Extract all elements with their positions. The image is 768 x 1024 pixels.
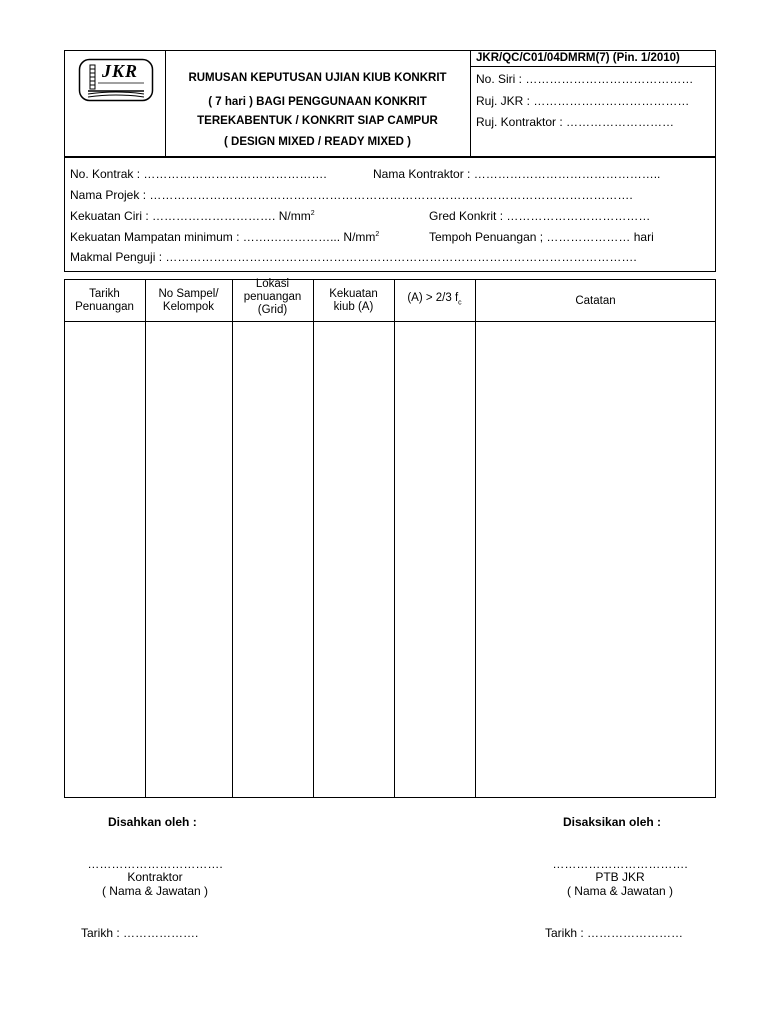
ruj-kontraktor-field[interactable]: Ruj. Kontraktor : ……………………… bbox=[476, 115, 675, 129]
form-title-line-4: ( DESIGN MIXED / READY MIXED ) bbox=[223, 136, 411, 148]
col-divider-3 bbox=[313, 279, 314, 798]
kekuatan-mampatan-text: Kekuatan Mampatan minimum : …….……………... N/mm bbox=[70, 230, 376, 244]
logo-text: JKR bbox=[102, 61, 139, 81]
results-table bbox=[64, 279, 716, 798]
col-header-sampel-line-2: Kelompok bbox=[162, 301, 215, 313]
col-header-catatan bbox=[475, 281, 716, 321]
right-signatory-name-title: ( Nama & Jawatan ) bbox=[566, 884, 674, 898]
col-header-lokasi-line-1: Lokasi bbox=[255, 277, 290, 290]
left-signature-line[interactable]: ……………………………. bbox=[87, 857, 223, 871]
col-header-kekuatan-line-2: kiub (A) bbox=[333, 301, 374, 313]
kekuatan-mampatan-exponent: 2 bbox=[375, 231, 380, 238]
nama-projek-field[interactable]: Nama Projek : …………………………………………………………………………………………………………. bbox=[70, 188, 633, 202]
kekuatan-ciri-text: Kekuatan Ciri : …………………………. N/mm bbox=[70, 209, 311, 223]
col-header-tarikh-line-2: Penuangan bbox=[75, 301, 134, 313]
col-header-lokasi bbox=[232, 277, 313, 317]
left-signatory-role: Kontraktor bbox=[127, 870, 183, 884]
left-signatory-name-title: ( Nama & Jawatan ) bbox=[101, 884, 209, 898]
col-header-kekuatan-line-1: Kekuatan bbox=[329, 288, 378, 300]
right-date-field[interactable]: Tarikh : …………………… bbox=[545, 926, 684, 940]
right-signature-line[interactable]: ……………………………. bbox=[552, 857, 688, 871]
right-signatory-role: PTB JKR bbox=[595, 870, 645, 884]
disahkan-oleh-heading: Disahkan oleh : bbox=[108, 815, 197, 829]
tempoh-penuangan-field[interactable]: Tempoh Penuangan ; ………………… hari bbox=[429, 230, 654, 244]
doc-code-underline bbox=[470, 66, 716, 67]
kekuatan-ciri-exponent: 2 bbox=[310, 210, 315, 217]
makmal-penguji-field[interactable]: Makmal Penguji : ………………………………………………………………………………………………………. bbox=[70, 250, 637, 264]
kekuatan-mampatan-field[interactable] bbox=[70, 230, 379, 244]
no-siri-field[interactable]: No. Siri : …………………………………… bbox=[476, 72, 694, 86]
form-title-line-2: ( 7 hari ) BAGI PENGGUNAAN KONKRIT bbox=[208, 96, 427, 108]
no-kontrak-field[interactable]: No. Kontrak : ………………………………………. bbox=[70, 167, 327, 181]
disaksikan-oleh-heading: Disaksikan oleh : bbox=[563, 815, 662, 829]
kekuatan-ciri-field[interactable] bbox=[70, 209, 315, 223]
col-header-catatan-label: Catatan bbox=[575, 294, 616, 307]
col-divider-2 bbox=[232, 279, 233, 798]
col-header-tarikh-penuangan bbox=[64, 281, 145, 321]
left-date-field[interactable]: Tarikh : ………………. bbox=[81, 926, 199, 940]
table-header-divider bbox=[64, 321, 716, 322]
col-divider-1 bbox=[145, 279, 146, 798]
form-title-line-3: TEREKABENTUK / KONKRIT SIAP CAMPUR bbox=[197, 115, 438, 127]
col-header-kekuatan-kiub bbox=[313, 281, 394, 321]
col-header-lokasi-line-3: (Grid) bbox=[257, 303, 288, 316]
col-header-ratio-text: (A) > 2/3 f bbox=[407, 292, 459, 305]
col-header-no-sampel bbox=[145, 281, 232, 321]
form-title-line-1: RUMUSAN KEPUTUSAN UJIAN KIUB KONKRIT bbox=[188, 72, 447, 84]
jkr-logo bbox=[78, 58, 154, 102]
doc-code: JKR/QC/C01/04DMRM(7) (Pin. 1/2010) bbox=[476, 52, 680, 64]
col-header-tarikh-line-1: Tarikh bbox=[89, 288, 120, 300]
col-header-ratio bbox=[394, 281, 475, 321]
gred-konkrit-field[interactable]: Gred Konkrit : ……………………………… bbox=[429, 209, 651, 223]
col-header-lokasi-line-2: penuangan bbox=[243, 290, 302, 303]
col-divider-5 bbox=[475, 279, 476, 798]
ruj-jkr-field[interactable]: Ruj. JKR : ………………………………… bbox=[476, 94, 690, 108]
nama-kontraktor-field[interactable]: Nama Kontraktor : ……………………………………….. bbox=[373, 167, 661, 181]
col-divider-4 bbox=[394, 279, 395, 798]
col-header-ratio-subscript: c bbox=[458, 299, 462, 307]
col-header-sampel-line-1: No Sampel/ bbox=[158, 288, 219, 300]
